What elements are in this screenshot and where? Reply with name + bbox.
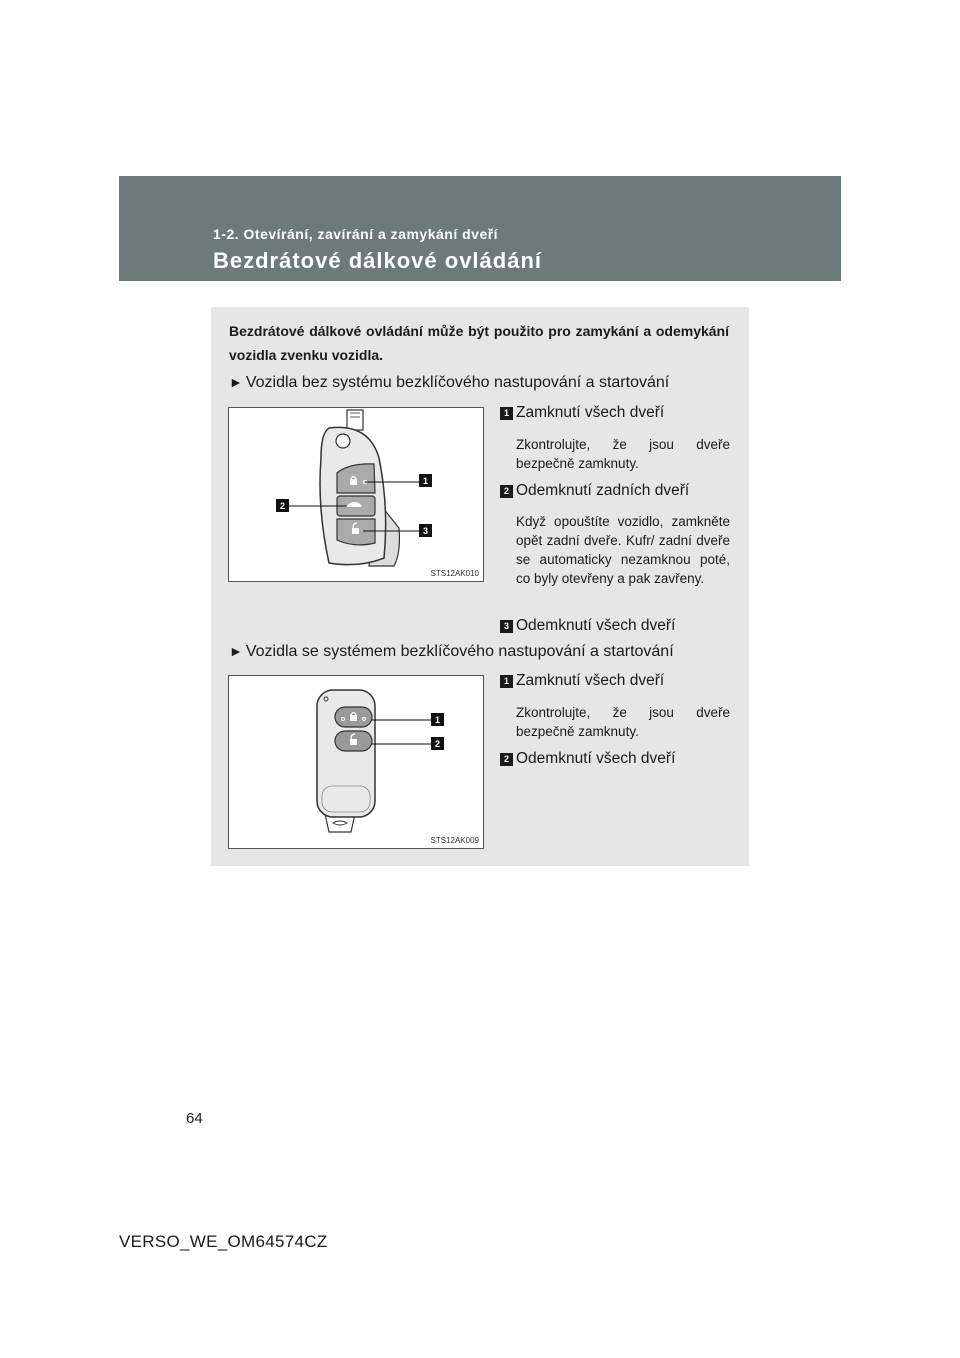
figure-code-1: STS12AK010: [430, 569, 479, 578]
item-2-1-title: [500, 672, 664, 690]
item-1-2-desc: Když opouštíte vozidlo, zamkněte opět zadní dveře. Kufr/ zadní dveře se automaticky nezamknou poté, co byly otevřeny a pak zavřeny.: [516, 514, 730, 586]
variant-heading-1: [229, 374, 669, 392]
section-label: 1-2. Otevírání, zavírání a zamykání dveří: [213, 226, 499, 242]
svg-text:2: 2: [434, 739, 441, 749]
variant-heading-text: Vozidla se systémem bezklíčového nastupování a startování: [245, 643, 674, 660]
number-badge: 1: [500, 675, 513, 688]
item-1-1-desc: Zkontrolujte, že jsou dveře bezpečně zamknuty.: [516, 437, 730, 471]
key-fob-figure-1: [228, 407, 484, 582]
variant-heading-text: Vozidla bez systému bezklíčového nastupování a startování: [245, 374, 670, 391]
variant-heading-2: [229, 643, 674, 661]
folding-key-illustration: [229, 408, 483, 581]
number-badge: 1: [500, 407, 513, 420]
item-2-2-title: [500, 750, 675, 768]
arrow-icon: ►: [229, 374, 243, 390]
item-title-text: Odemknutí všech dveří: [516, 750, 676, 767]
number-badge: 2: [500, 485, 513, 498]
page-title: Bezdrátové dálkové ovládání: [213, 248, 542, 273]
svg-text:1: 1: [434, 715, 441, 725]
footer-code: VERSO_WE_OM64574CZ: [119, 1232, 328, 1251]
item-title-text: Odemknutí všech dveří: [516, 617, 676, 634]
item-1-2-title: [500, 482, 689, 500]
number-badge: 3: [500, 620, 513, 633]
item-1-3-title: [500, 617, 675, 635]
item-title-text: Odemknutí zadních dveří: [516, 482, 690, 499]
svg-text:3: 3: [422, 526, 429, 536]
smart-key-illustration: [229, 676, 483, 848]
item-title-text: Zamknutí všech dveří: [516, 672, 665, 689]
svg-text:1: 1: [422, 476, 429, 486]
figure-code-2: STS12AK009: [430, 836, 479, 845]
page-number: 64: [186, 1110, 203, 1127]
item-2-1-desc: Zkontrolujte, že jsou dveře bezpečně zamknuty.: [516, 705, 730, 739]
svg-text:2: 2: [279, 501, 286, 511]
intro-text: Bezdrátové dálkové ovládání může být použito pro zamykání a odemykání vozidla zvenku vozidla.: [229, 323, 729, 363]
content-box: [211, 307, 749, 866]
arrow-icon: ►: [229, 643, 243, 659]
header-band: [119, 176, 841, 281]
item-title-text: Zamknutí všech dveří: [516, 404, 665, 421]
key-fob-figure-2: [228, 675, 484, 849]
item-1-1-title: [500, 404, 664, 422]
number-badge: 2: [500, 753, 513, 766]
